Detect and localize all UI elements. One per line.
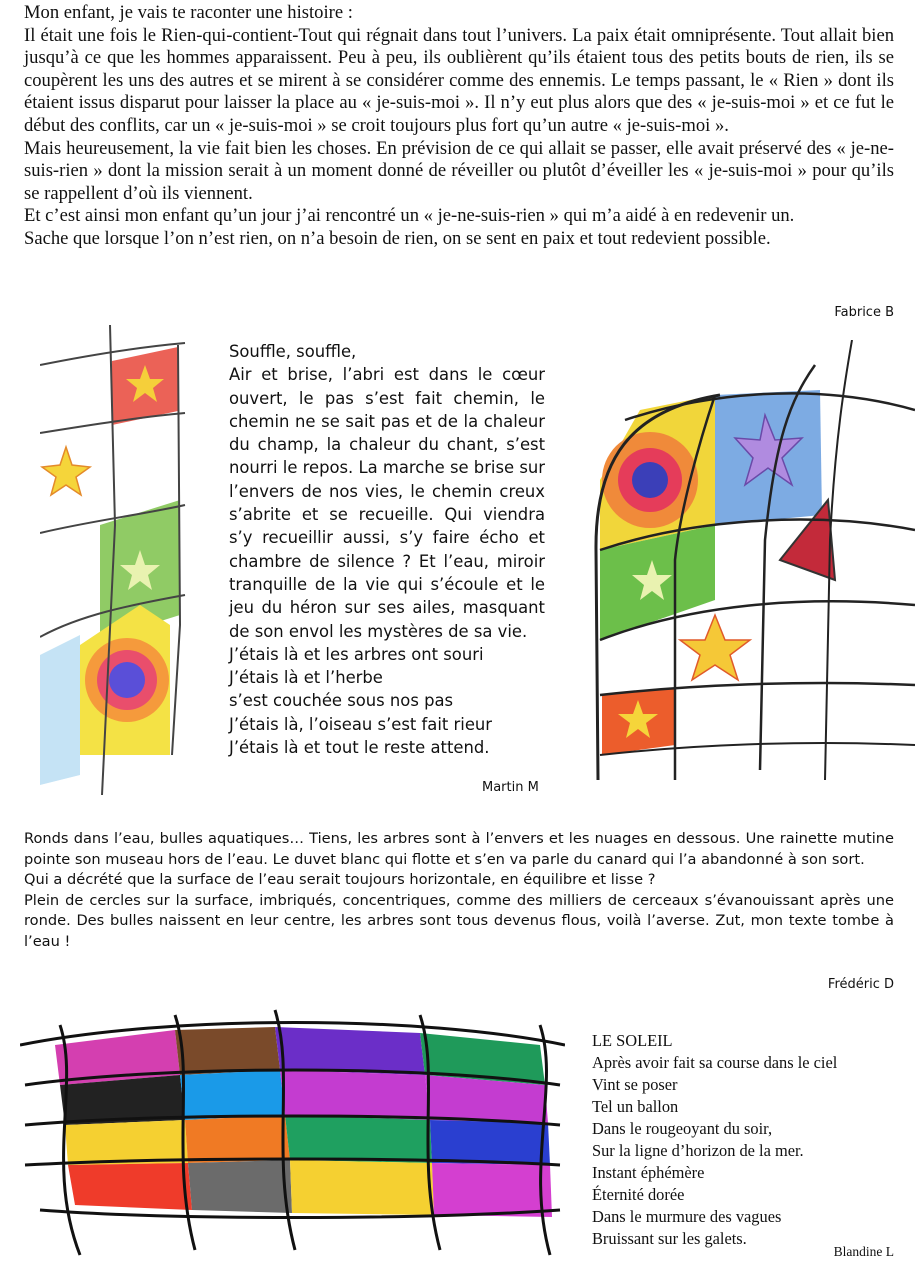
- sun-poem: [592, 1030, 837, 1250]
- water-section: [24, 829, 894, 953]
- sun-poem-line: Tel un ballon: [592, 1097, 679, 1116]
- colored-grid-illustration: [20, 1005, 565, 1260]
- poem-author: Martin M: [482, 780, 539, 795]
- story-section: [24, 2, 894, 251]
- story-author: Fabrice B: [834, 305, 894, 320]
- water-paragraph: Plein de cercles sur la surface, imbriqués, concentriques, comme des milliers de cerceaux s’évanouissant après une ronde. Des bulles naissent en leur centre, les arbres sont tous devenus flous, voilà l’averse. Zut, mon texte tombe à l’eau !: [24, 891, 894, 950]
- sun-poem-line: Vint se poser: [592, 1075, 678, 1094]
- poem-prose: Air et brise, l’abri est dans le cœur ouvert, le pas s’est fait chemin, le chemin ne se sait pas et de la chaleur du champ, la chaleur du chant, s’est nourri le repos. La marche se brise sur l’envers de nos vies, le chemin creux s’abrite et se recueille. Qui viendra s’y recueillir aussi, s’y faire écho et chambre de silence ? Et l’eau, miroir tranquille de la vie qui s’écoule et le jeu du héron sur ses ailes, masquant de son envol les mystères de sa vie.: [229, 365, 545, 641]
- sun-poem-line: Éternité dorée: [592, 1185, 685, 1204]
- left-drawing-illustration: [40, 325, 190, 795]
- sun-poem-line: Bruissant sur les galets.: [592, 1229, 747, 1248]
- poem-line: J’étais là et les arbres ont souri: [229, 644, 484, 664]
- story-paragraph: Et c’est ainsi mon enfant qu’un jour j’ai rencontré un « je-ne-suis-rien » qui m’a aidé à en redevenir un.: [24, 205, 795, 227]
- sun-poem-line: Dans le rougeoyant du soir,: [592, 1119, 773, 1138]
- sun-poem-line: Sur la ligne d’horizon de la mer.: [592, 1141, 804, 1160]
- sun-poem-title: LE SOLEIL: [592, 1031, 673, 1050]
- sun-poem-author: Blandine L: [833, 1244, 894, 1259]
- right-drawing-illustration: [590, 340, 915, 780]
- story-paragraph: Il était une fois le Rien-qui-contient-Tout qui régnait dans tout l’univers. La paix était omniprésente. Tout allait bien jusqu’à ce que les hommes apparaissent. Peu à peu, ils oublièrent qu’ils étaient tous des petits bouts de rien, ils se coupèrent les uns des autres et se mirent à se considérer comme des ennemis. Le temps passant, le « Rien » dont ils étaient issus disparut pour laisser la place au « je-suis-moi ». Il n’y eut plus alors que des « je-suis-moi » et ce fut le début des conflits, car un « je-suis-moi » se croit toujours plus fort qu’un autre « je-suis-moi ».: [24, 24, 894, 136]
- sun-poem-line: Instant éphémère: [592, 1163, 705, 1182]
- water-paragraph: Ronds dans l’eau, bulles aquatiques… Tiens, les arbres sont à l’envers et les nuages en dessous. Une rainette mutine pointe son museau hors de l’eau. Le duvet blanc qui flotte et s’en va parle du canard qui l’a abandonné à son sort.: [24, 830, 894, 868]
- poem-line: J’étais là, l’oiseau s’est fait rieur: [229, 714, 493, 734]
- poem-line: s’est couchée sous nos pas: [229, 691, 454, 711]
- poem-line: J’étais là et tout le reste attend.: [229, 738, 490, 758]
- story-paragraph: Mais heureusement, la vie fait bien les choses. En prévision de ce qui allait se passer, elle avait préservé des « je-ne-suis-rien » dont la mission serait à un moment donné de réveiller ou plutôt d’éveiller les « je-suis-moi » pour qu’ils se rappellent d’où ils viennent.: [24, 137, 894, 204]
- sun-poem-line: Après avoir fait sa course dans le ciel: [592, 1053, 838, 1072]
- poem: [229, 340, 545, 759]
- story-paragraph: Mon enfant, je vais te raconter une histoire :: [24, 2, 353, 23]
- sun-poem-line: Dans le murmure des vagues: [592, 1207, 782, 1226]
- poem-line: J’étais là et l’herbe: [229, 668, 383, 688]
- story-paragraph: Sache que lorsque l’on n’est rien, on n’a besoin de rien, on se sent en paix et tout redevient possible.: [24, 227, 771, 249]
- poem-opening-line: Souffle, souffle,: [229, 342, 357, 361]
- water-author: Frédéric D: [827, 977, 894, 992]
- water-paragraph: Qui a décrété que la surface de l’eau serait toujours horizontale, en équilibre et lisse ?: [24, 871, 656, 889]
